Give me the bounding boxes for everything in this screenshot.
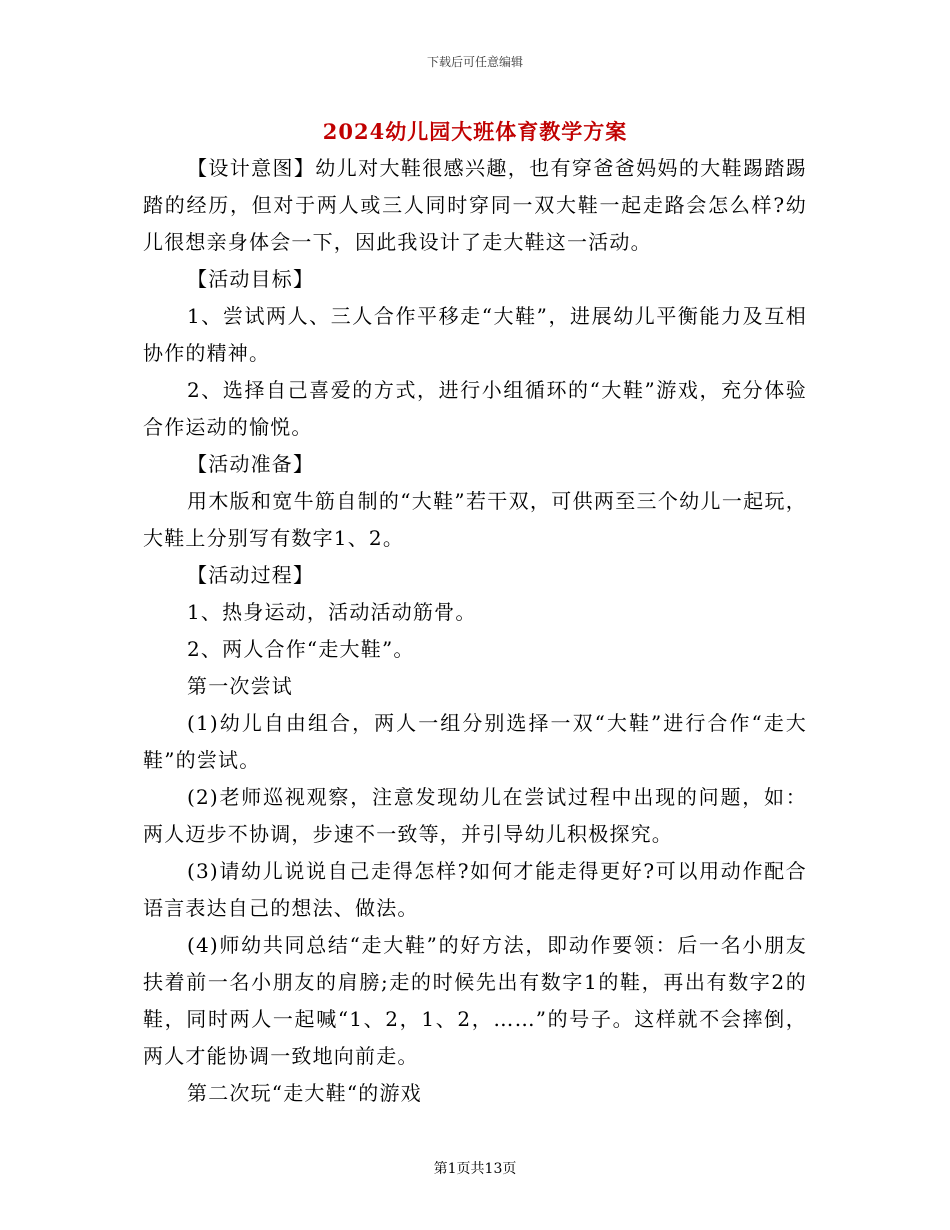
document-body [143,150,807,1112]
subheading-second-play: 第二次玩“走大鞋“的游戏 [187,1081,422,1105]
heading-activity-goals: 【活动目标】 [187,267,315,291]
subheading-first-try: 第一次尝试 [187,674,293,698]
paragraph-goal-2: 2、选择自己喜爱的方式，进行小组循环的“大鞋”游戏，充分体验合作运动的愉悦。 [143,378,807,439]
paragraph-design-intent: 【设计意图】幼儿对大鞋很感兴趣，也有穿爸爸妈妈的大鞋踢踏踢踏的经历，但对于两人或三人同时穿同一双大鞋一起走路会怎么样?幼儿很想亲身体会一下，因此我设计了走大鞋这一活动。 [143,156,807,254]
paragraph-substep-3: (3)请幼儿说说自己走得怎样?如何才能走得更好?可以用动作配合语言表达自己的想法、做法。 [143,859,807,920]
page-footer: 第1页共13页 [433,1161,517,1177]
heading-activity-preparation: 【活动准备】 [187,452,315,476]
paragraph-step-1: 1、热身运动，活动活动筋骨。 [187,600,477,624]
paragraph-preparation: 用木版和宽牛筋自制的“大鞋”若干双，可供两至三个幼儿一起玩，大鞋上分别写有数字1、2。 [143,489,807,550]
paragraph-step-2: 2、两人合作“走大鞋”。 [187,637,415,661]
paragraph-substep-4: (4)师幼共同总结“走大鞋”的好方法，即动作要领：后一名小朋友扶着前一名小朋友的肩膀;走的时候先出有数字1的鞋，再出有数字2的鞋，同时两人一起喊“1、2，1、2，……”的号子。这样就不会摔倒，两人才能协调一致地向前走。 [143,933,807,1068]
page-header: 下载后可任意编辑 [426,55,523,69]
paragraph-substep-2: (2)老师巡视观察，注意发现幼儿在尝试过程中出现的问题，如：两人迈步不协调，步速不一致等，并引导幼儿积极探究。 [143,785,807,846]
paragraph-substep-1: (1)幼儿自由组合，两人一组分别选择一双“大鞋”进行合作“走大鞋”的尝试。 [143,711,807,772]
document-title: 2024幼儿园大班体育教学方案 [322,119,628,144]
heading-activity-process: 【活动过程】 [187,563,315,587]
paragraph-goal-1: 1、尝试两人、三人合作平移走“大鞋”，进展幼儿平衡能力及互相协作的精神。 [143,304,807,365]
